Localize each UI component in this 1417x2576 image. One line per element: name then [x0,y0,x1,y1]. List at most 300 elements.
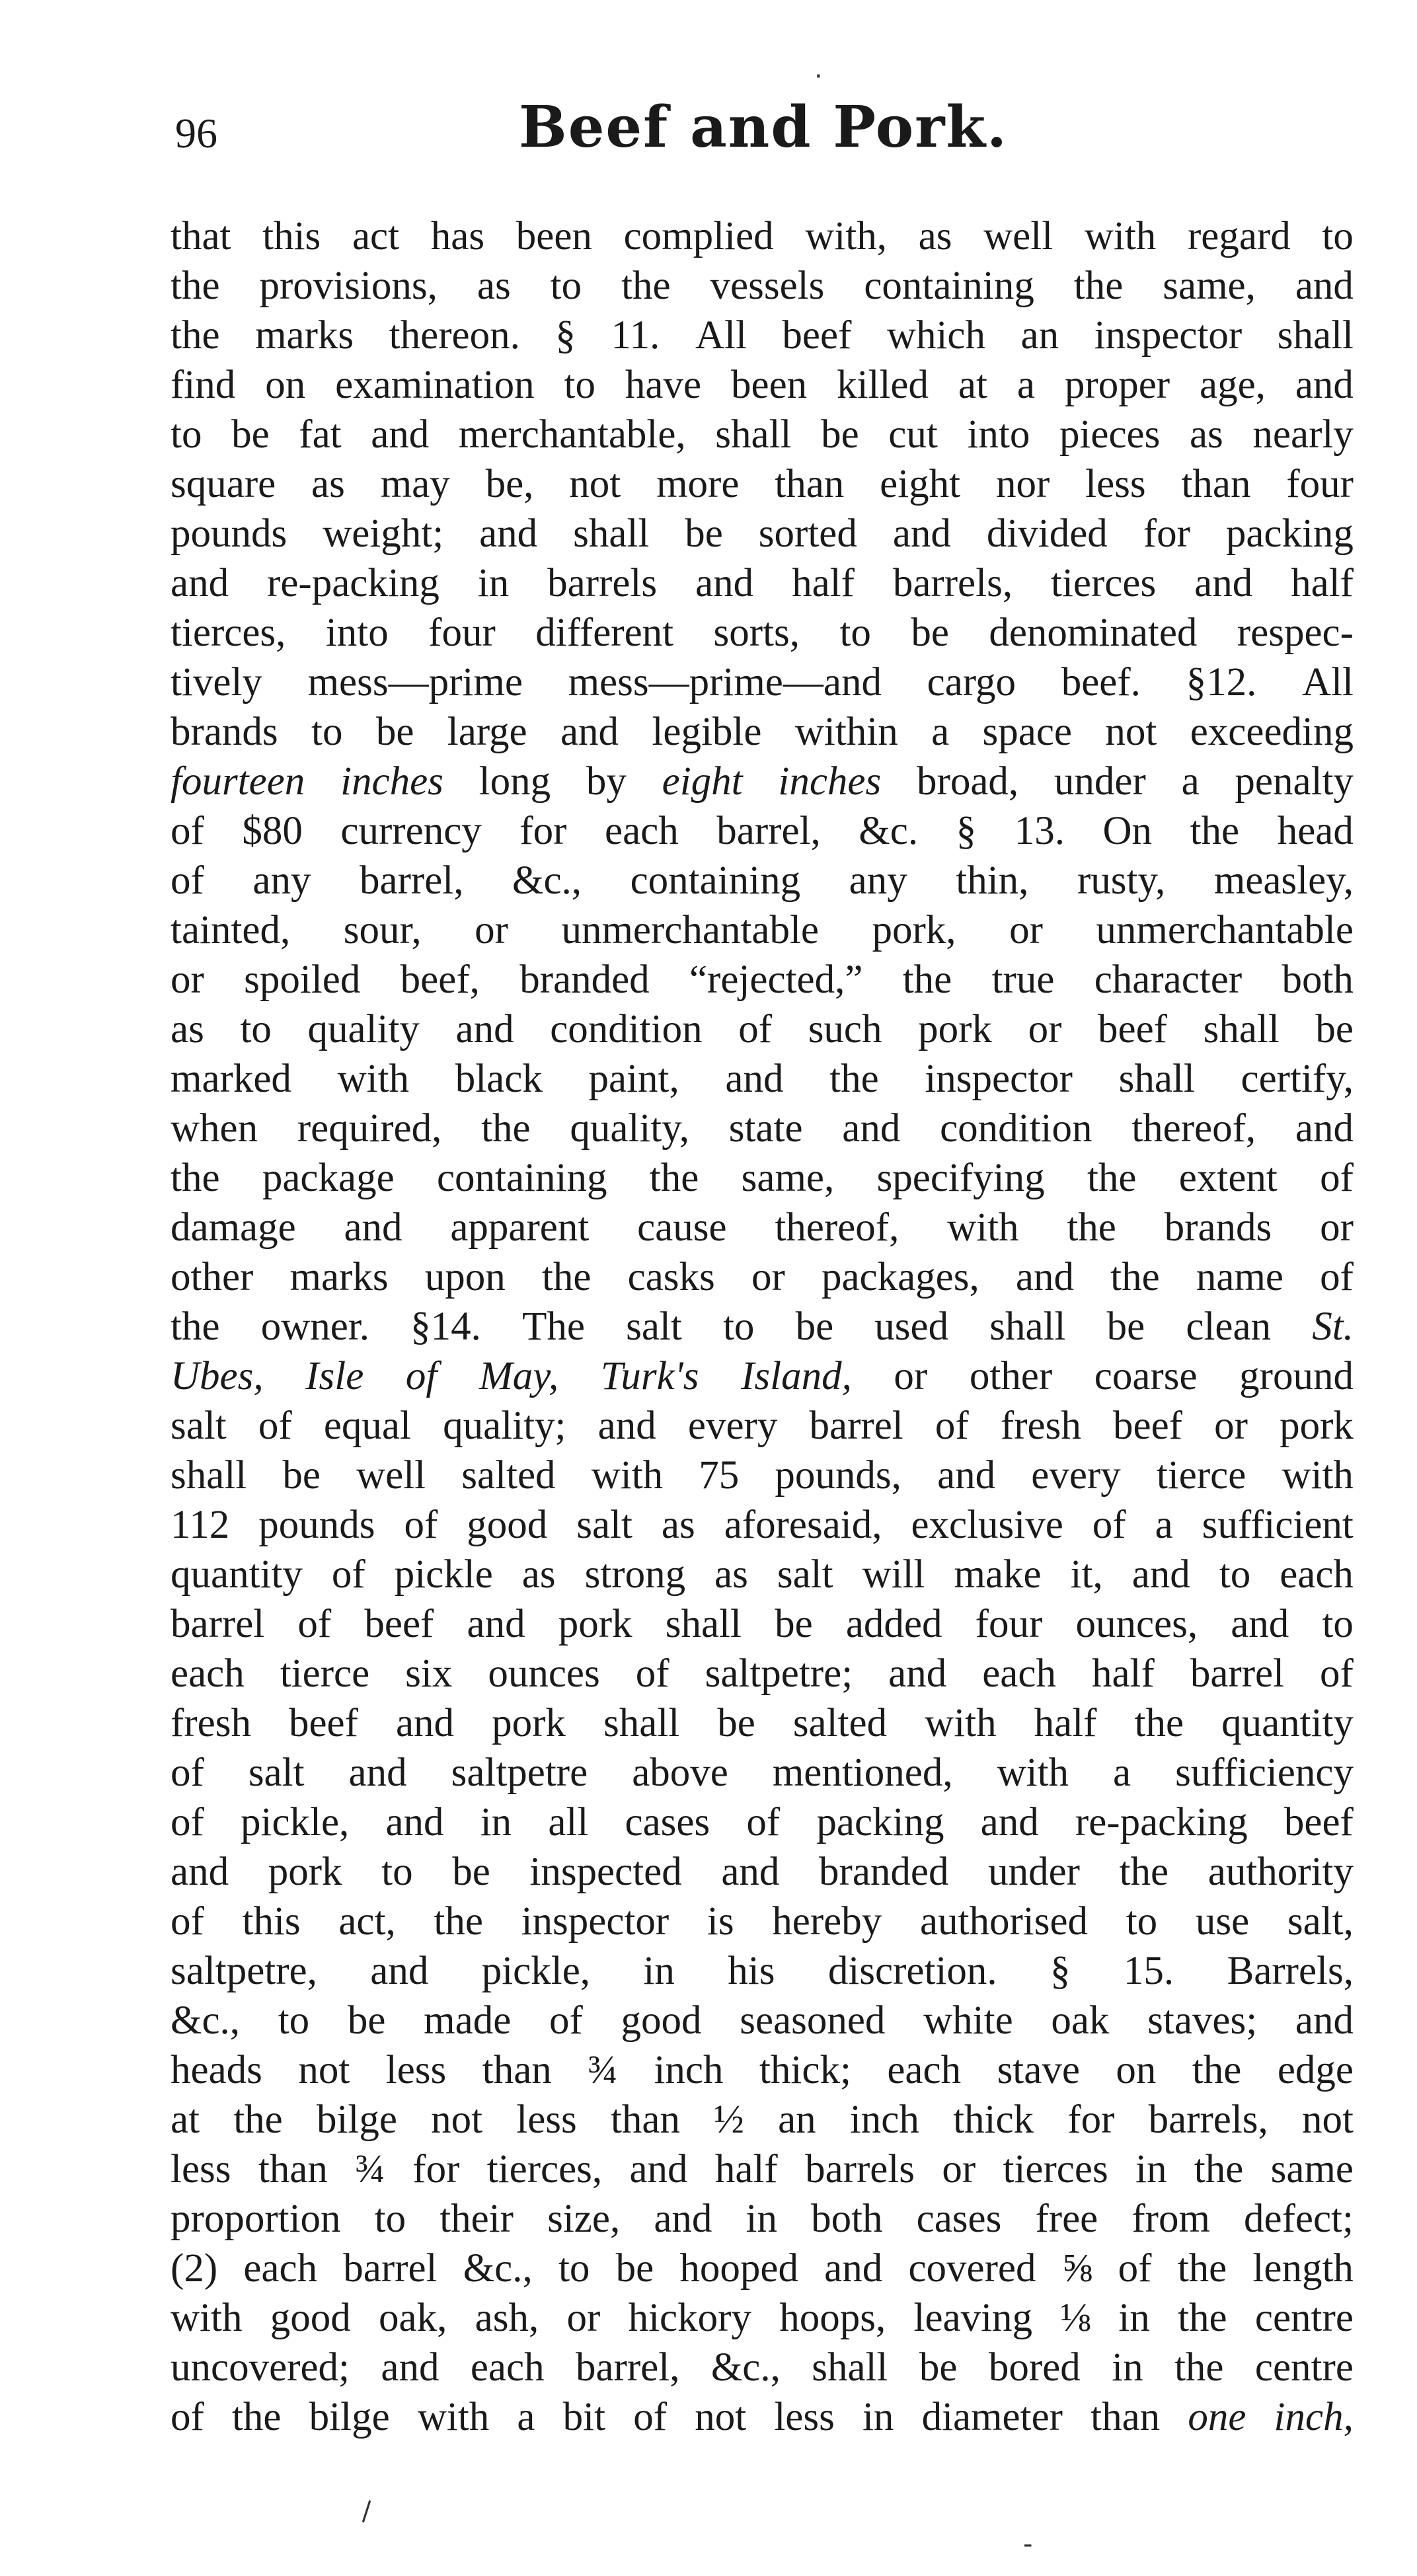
word: added [845,1602,942,1646]
word: to [722,1305,755,1349]
word: marks [255,313,354,358]
word: been [731,363,808,407]
word: barrels [547,561,658,605]
word: same, [741,1156,835,1200]
word: and [1295,363,1354,407]
text-line [171,1798,1354,1847]
word: specifying [876,1156,1045,1200]
word: shall [989,1305,1066,1349]
word: and [980,1800,1039,1844]
word: that [171,214,231,258]
word: 112 [171,1503,230,1547]
word: pickle [394,1552,493,1597]
word: and [467,1602,525,1646]
word: with, [805,214,887,258]
text-line [171,905,1354,955]
word: under [1053,759,1146,804]
word: a [931,710,950,754]
word: fourteen [171,759,305,804]
word: for [1143,511,1190,556]
word: for [519,809,567,853]
word: The [522,1305,585,1349]
word: the [233,2098,283,2142]
word: inch [654,2048,724,2092]
word: Ubes, [171,1354,264,1398]
word: tierce [280,1651,370,1696]
word: to [374,2197,406,2241]
word: beef [1098,1007,1167,1051]
word: § [555,313,576,358]
word: be [911,611,949,655]
text-line [171,1500,1354,1550]
word: shall [1203,1007,1280,1051]
word: pickle, [241,1800,350,1844]
word: covered [908,2246,1036,2291]
text-line [171,1847,1354,1897]
word: state [728,1106,803,1151]
word: not [431,2098,483,2142]
word: beef. [1061,660,1141,704]
word: and [395,1701,455,1745]
word: with [947,1205,1019,1250]
text-line [171,2144,1354,2194]
word: seasoned [740,1998,886,2043]
word: killed [837,363,929,407]
word: other [969,1354,1053,1398]
word: brands [1164,1205,1272,1250]
word: and [560,710,619,754]
word: and [1131,1552,1190,1597]
word: both [1282,958,1354,1002]
word: inches [778,759,882,804]
word: with [1084,214,1157,258]
word: shall [603,1701,680,1745]
word: upon [424,1255,506,1299]
word: quality; [443,1404,566,1448]
word: long [479,759,551,804]
word: containing [864,264,1034,308]
word: apparent [450,1205,590,1250]
word: one [1188,2395,1246,2439]
page-header [175,94,1352,185]
word: than [1181,462,1251,506]
word: penalty [1235,759,1354,804]
word: salt [576,1503,632,1547]
word: and [597,1404,656,1448]
word: thereof, [775,1205,900,1250]
word: every [1031,1453,1121,1497]
word: beef [1283,1800,1354,1844]
word: his [728,1949,775,1993]
word: all [548,1800,589,1844]
word: be [452,1850,490,1894]
word: &c., [512,858,582,903]
word: barrels [805,2147,915,2191]
word: or [1028,1007,1062,1051]
word: half [714,2147,778,2191]
word: authorised [919,1899,1089,1944]
word: beef, [400,958,480,1002]
word: than [775,462,845,506]
word: good [270,2296,351,2340]
word: salt [626,1305,682,1349]
word: has [430,214,485,258]
word: and [385,1800,444,1844]
word: All [1302,660,1354,704]
word: and [1194,561,1253,605]
word: good [467,1503,548,1547]
text-line [171,1996,1354,2045]
word: in [477,561,510,605]
word: and [937,1453,996,1497]
word: the [1194,2147,1244,2191]
word: condition [940,1106,1092,1151]
word: inspector [925,1057,1073,1101]
word: or [1320,1205,1354,1250]
word: the [171,264,220,308]
word: as [714,1552,748,1597]
word: coarse [1094,1354,1198,1398]
word: May, [479,1354,559,1398]
word: marks [289,1255,389,1299]
word: a [1113,1751,1131,1795]
word: less [1085,462,1146,506]
word: in [1112,2345,1143,2390]
word: &c. [859,809,919,853]
word: package [262,1156,395,1200]
word: unmerchantable [561,908,819,952]
word: and [1295,1998,1354,2043]
text-line [171,2244,1354,2293]
word: barrels, [892,561,1013,605]
text-line [171,311,1354,360]
word: stave [997,2048,1080,2092]
word: the [621,264,671,308]
word: as [521,1552,556,1597]
word: sour, [343,908,422,952]
word: packing [1225,511,1354,556]
word: ⅝ [1061,2246,1092,2291]
word: in [643,1949,675,1993]
word: may [380,462,450,506]
word: thereon. [389,313,520,358]
word: of [404,1503,438,1547]
word: diameter [921,2395,1063,2439]
word: 15. [1123,1949,1174,1993]
word: ½ [714,2098,744,2142]
word: certify, [1241,1057,1354,1101]
word: not [298,2048,350,2092]
text-line [171,211,1354,261]
word: bilge [316,2098,397,2142]
word: square [171,462,276,506]
word: legible [652,710,762,754]
word: §14. [410,1305,481,1349]
word: with [997,1751,1069,1795]
word: of [1320,1255,1354,1299]
word: to [550,264,582,308]
word: and [629,2147,688,2191]
word: above [632,1751,728,1795]
word: sufficiency [1175,1751,1354,1795]
word: to [278,1998,310,2043]
word: “rejected,” [689,958,863,1002]
word: of [746,1800,781,1844]
word: in [480,1800,512,1844]
word: beef [1113,1404,1182,1448]
word: shall [1118,1057,1195,1101]
word: character [1094,958,1243,1002]
word: with [925,1701,997,1745]
word: thick; [759,2048,851,2092]
word: well [983,214,1053,258]
text-line [171,261,1354,311]
word: not [1105,710,1157,754]
word: such [808,1007,882,1051]
word: of [171,858,204,903]
word: quality [307,1007,420,1051]
word: or [751,1255,785,1299]
word: as [918,214,952,258]
word: be [821,412,859,457]
word: the [1192,2048,1242,2092]
word: ¾ [588,2048,618,2092]
word: shall [171,1453,247,1497]
word: packages, [821,1255,979,1299]
word: hooped [679,2246,798,2291]
word: more [656,462,740,506]
text-line [171,757,1354,806]
word: be [919,2345,958,2390]
word: with [171,2296,243,2340]
word: hoops, [779,2296,886,2340]
word: the [434,1899,483,1944]
word: to [839,611,871,655]
word: exclusive [911,1503,1063,1547]
word: the [1134,1701,1184,1745]
word: to [1219,1552,1251,1597]
word: be [282,1453,321,1497]
word: the [171,1305,220,1349]
word: as [477,264,511,308]
word: salt [777,1552,833,1597]
word: their [440,2197,514,2241]
word: nearly [1252,412,1354,457]
word: aforesaid, [724,1503,882,1547]
word: each [1280,1552,1354,1597]
text-line [171,2392,1354,2442]
text-line [171,1401,1354,1451]
word: be [795,1305,834,1349]
word: barrel, [575,2345,680,2390]
word: act, [338,1899,396,1944]
word: the [1174,2345,1224,2390]
word: § [956,809,977,853]
word: hickory [628,2296,751,2340]
word: cargo [927,660,1016,704]
word: barrel, [360,858,464,903]
word: name [1196,1255,1283,1299]
word: mess—prime—and [568,660,882,704]
word: and [695,561,754,605]
word: not [695,2395,747,2439]
word: of [738,1007,773,1051]
word: used [874,1305,949,1349]
word: length [1252,2246,1354,2291]
word: and [842,1106,901,1151]
word: fat [299,412,342,457]
word: thereof, [1131,1106,1256,1151]
word: of [331,1552,365,1597]
word: be [775,1602,813,1646]
body-text [171,211,1354,2442]
word: to [1322,214,1354,258]
word: when [171,1106,258,1151]
word: cases [625,1800,710,1844]
word: tively [171,660,262,704]
word: head [1277,809,1354,853]
word: from [1131,2197,1210,2241]
word: half [792,561,855,605]
text-line [171,410,1354,459]
word: than [482,2048,552,2092]
word: to [171,412,202,457]
word: strong [584,1552,686,1597]
word: different [535,611,674,655]
word: condition [550,1007,703,1051]
word: on [1116,2048,1157,2092]
word: every [687,1404,778,1448]
word: leaving [913,2296,1033,2340]
text-line [171,1252,1354,1302]
word: branded [519,958,650,1002]
word: as [171,1007,204,1051]
word: four [975,1602,1043,1646]
word: quality, [570,1106,690,1151]
word: quantity [1221,1701,1354,1745]
word: oak [1051,1998,1110,2043]
word: $80 [242,809,303,853]
word: salt [248,1751,305,1795]
word: to [381,1850,413,1894]
word: mess—prime [307,660,523,704]
word: cause [637,1205,727,1250]
word: and [1295,1106,1354,1151]
word: and [381,2345,440,2390]
word: other [171,1255,254,1299]
word: shall [573,511,650,556]
word: spoiled [244,958,361,1002]
word: bilge [309,2395,390,2439]
word: and [1231,1602,1289,1646]
word: edge [1277,2048,1354,2092]
word: § [1050,1949,1071,1993]
word: the [1178,2296,1227,2340]
word: half [1034,1701,1097,1745]
word: use [1195,1899,1250,1944]
word: barrel [343,2246,438,2291]
word: for [1067,2098,1115,2142]
word: bit [562,2395,606,2439]
word: not [1301,2098,1354,2142]
word: Barrels, [1227,1949,1354,1993]
word: be [685,511,723,556]
word: four [428,611,496,655]
word: owner. [260,1305,370,1349]
word: and [1295,264,1354,308]
word: ounces, [1075,1602,1198,1646]
word: an [1020,313,1059,358]
word: with [1282,1453,1354,1497]
word: and [171,561,229,605]
text-line [171,658,1354,707]
word: pieces [1059,412,1161,457]
text-line [171,1004,1354,1054]
word: paint, [588,1057,679,1101]
word: a [1181,759,1200,804]
word: the [231,2395,282,2439]
word: inch, [1274,2395,1354,2439]
word: examination [335,363,535,407]
word: the [1190,809,1240,853]
word: of [405,1354,438,1398]
word: make [954,1552,1042,1597]
word: packing [816,1800,944,1844]
word: and [654,2197,712,2241]
word: less [385,2048,447,2092]
word: salted [792,1701,888,1745]
word: and [370,1949,429,1993]
word: or [942,2147,976,2191]
word: broad, [917,759,1019,804]
word: and [892,511,951,556]
word: each [605,809,679,853]
word: pickle, [481,1949,591,1993]
word: the [1177,2246,1227,2291]
text-line [171,1104,1354,1153]
word: pork, [872,908,956,952]
word: containing [436,1156,607,1200]
word: pounds [258,1503,375,1547]
word: and [479,511,538,556]
word: less [516,2098,577,2142]
text-line [171,1897,1354,1946]
word: of [1320,1651,1354,1696]
word: age, [1200,363,1266,407]
word: the [171,1156,220,1200]
word: a [517,2395,535,2439]
word: this [242,1899,301,1944]
text-line [171,360,1354,410]
word: and [888,1651,947,1696]
word: half [1091,1651,1155,1696]
word: branded [819,1850,949,1894]
word: On [1102,809,1153,853]
word: at [171,2098,200,2142]
word: a [1016,363,1035,407]
word: in [746,2197,777,2241]
word: §12. [1186,660,1257,704]
word: the [541,1255,592,1299]
word: &c., [463,2246,533,2291]
text-line [171,1302,1354,1351]
word: ounces [488,1651,600,1696]
text-line [171,806,1354,856]
word: proper [1064,363,1170,407]
word: rusty, [1077,858,1166,903]
word: currency [340,809,482,853]
word: both [811,2197,883,2241]
